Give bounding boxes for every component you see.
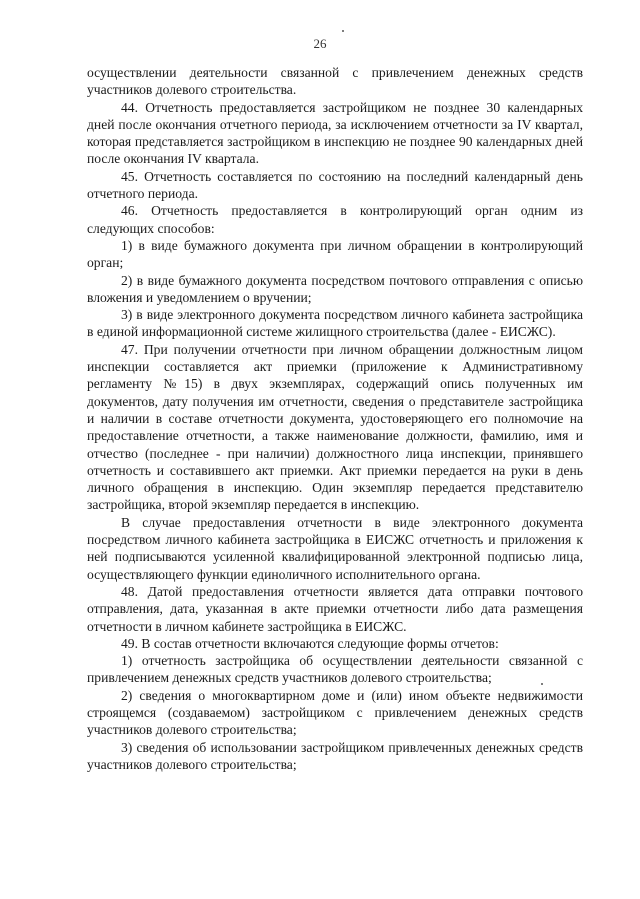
list-item-46-3: 3) в виде электронного документа посредством личного кабинета застройщика в единой информационной системе жилищного строительства (далее - ЕИСЖС). (87, 307, 583, 340)
paragraph-45: 45. Отчетность составляется по состоянию на последний календарный день отчетного периода. (87, 168, 583, 202)
list-item-49-2: 2) сведения о многоквартирном доме и (или) ином объекте недвижимости строящемся (создаваемом) застройщиком с привлечением денежных средств участников долевого строительства; (87, 687, 583, 738)
document-body (87, 64, 583, 773)
paragraph-46: 46. Отчетность предоставляется в контролирующий орган одним из следующих способов: (87, 203, 583, 236)
page-number: 26 (313, 36, 327, 51)
scan-speck (342, 30, 344, 32)
scan-speck (541, 683, 543, 685)
list-item-46-2: 2) в виде бумажного документа посредством почтового отправления с описью вложения и уведомлением о вручении; (87, 272, 583, 305)
paragraph-48: 48. Датой предоставления отчетности является дата отправки почтового отправления, дата, указанная в акте приемки отчетности либо дата размещения отчетности в личном кабинете застройщика в ЕИСЖС. (87, 583, 583, 634)
paragraph-47: 47. При получении отчетности при личном обращении должностным лицом инспекции составляется акт приемки (приложение к Административному регламенту №15) в двух экземплярах, содержащий опись полученных им документов, дату получения им отчетности, сведения о представителе застройщика и наличии в составе отчетности документа, удостоверяющего его полномочие на предоставление отчетности, а также наименование должности, фамилию, имя и отчество (последнее - при наличии) должностного лица инспекции, принявшего отчетность и составившего акт приемки. Акт приемки передается на руки в день личного обращения в инспекцию. Один экземпляр передается представителю застройщика, второй экземпляр передается в инспекцию. (87, 341, 583, 513)
list-item-46-1: 1) в виде бумажного документа при личном обращении в контролирующий орган; (87, 237, 583, 271)
list-item-49-1: 1) отчетность застройщика об осуществлении деятельности связанной с привлечением денежных средств участников долевого строительства; (87, 653, 583, 686)
paragraph-49: 49. В состав отчетности включаются следующие формы отчетов: (121, 635, 499, 651)
paragraph-continuation: осуществлении деятельности связанной с привлечением денежных средств участников долевого строительства. (87, 65, 583, 98)
paragraph-44: 44. Отчетность предоставляется застройщиком не позднее 30 календарных дней после окончания отчетного периода, за исключением отчетности за IV квартал, которая представляется застройщиком в инспекцию не позднее 90 календарных дней после окончания IV квартала. (87, 99, 583, 167)
list-item-49-3: 3) сведения об использовании застройщиком привлеченных денежных средств участников долевого строительства; (87, 739, 583, 772)
paragraph-47-electronic: В случае предоставления отчетности в виде электронного документа посредством личного кабинета застройщика в ЕИСЖС отчетность и приложения к ней подписываются усиленной квалифицированной электронной подписью лица, осуществляющего функции единоличного исполнительного органа. (87, 514, 583, 582)
